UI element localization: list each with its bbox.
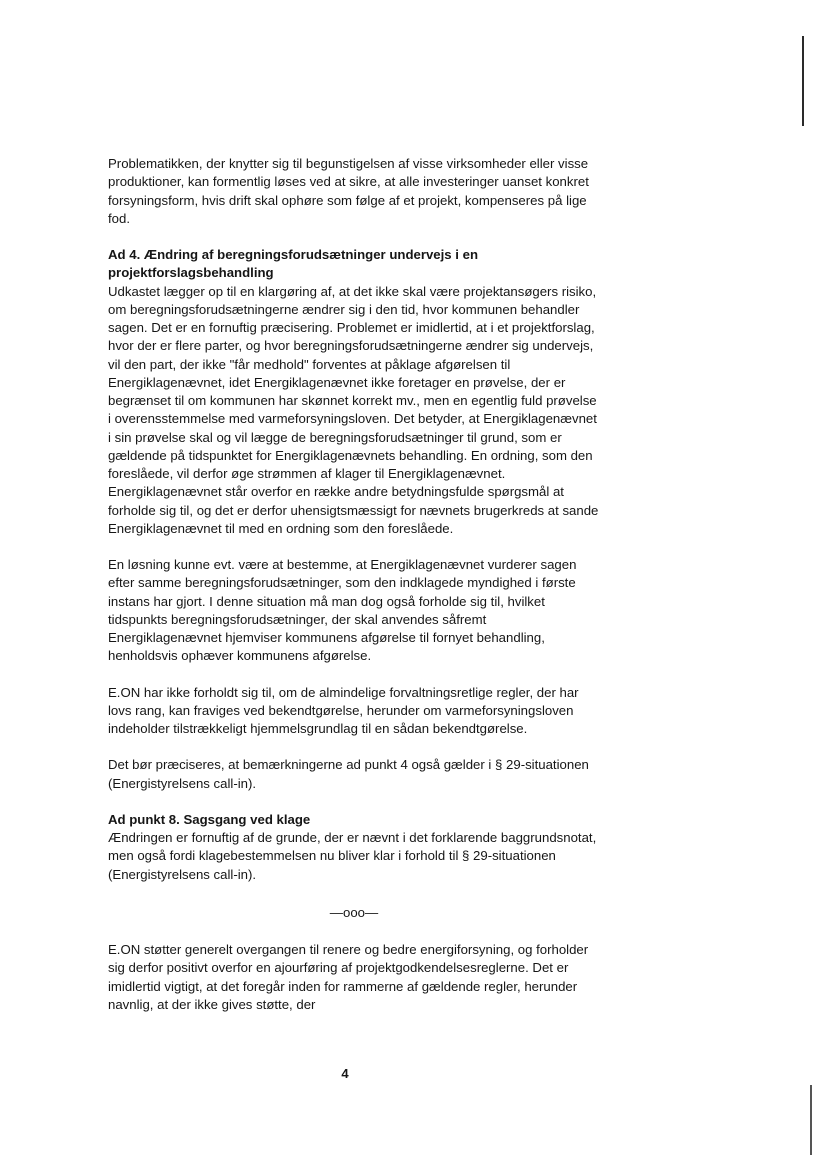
paragraph-spacer [108,666,600,684]
paragraph-spacer [108,793,600,811]
paragraph-compensation: Problematikken, der knytter sig til begunstigelsen af visse virksomheder eller visse produktioner, kan formentlig løses ved at sikre, at alle investeringer uanset konkret forsyningsform, hvis drift skal ophøre som følge af et projekt, kompenseres på lige fod. [108,156,589,226]
scan-edge-line [802,36,804,126]
paragraph-spacer [108,538,600,556]
paragraph-eon-support: E.ON støtter generelt overgangen til renere og bedre energiforsyning, og forholder sig derfor positivt overfor en ajourføring af projektgodkendelsesreglerne. Det er imidlertid vigtigt, at det foregår inden for rammerne af gældende regler, herunder navnlig, at der ikke gives støtte, der [108,942,589,1012]
paragraph-spacer [108,738,600,756]
scan-edge-line-lower [810,1085,812,1155]
paragraph-administrative-rules: E.ON har ikke forholdt sig til, om de almindelige forvaltningsretlige regler, der har lovs rang, kan fraviges ved bekendtgørelse, herunder om varmeforsyningsloven indeholder tilstrækkeligt hjemmelsgrundlag til en sådan bekendtgørelse. [108,684,579,736]
paragraph-calculation-assumptions: Udkastet lægger op til en klargøring af, at det ikke skal være projektansøgers risiko, om beregningsforudsætningerne ændrer sig i den tid, hvor kommunen behandler sagen. Det er en fornuftig præcisering. Problemet er imidlertid, at i et projektforslag, hvor der er flere parter, og hvor beregningsforudsætningerne ændrer sig undervejs, vil den part, der ikke "får medhold" forventes at påklage afgørelsen til Energiklagenævnet, idet Energiklagenævnet ikke foretager en prøvelse, der er begrænset til om kommunen har skønnet korrekt mv., men en egentlig fuld prøvelse i overensstemmelse med varmeforsyningsloven. Det betyder, at Energiklagenævnet i sin prøvelse skal og vil lægge de beregningsforudsætninger til grund, som er gældende på tidspunktet for Energiklagenævnets behandling. En ordning, som den foreslåede, vil derfor øge strømmen af klager til Energiklagenævnet. Energiklagenævnet står overfor en række andre betydningsfulde spørgsmål at forholde sig til, og det er derfor uhensigtsmæssigt for nævnets brugerkreds at sande Energiklagenævnet til med en ordning som den foreslåede. [108,283,599,536]
section-separator: —ooo— [329,904,379,920]
paragraph-section-29: Det bør præciseres, at bemærkningerne ad punkt 4 også gælder i § 29-situationen (Energistyrelsens call-in). [108,757,589,791]
page-number: 4 [341,1066,349,1081]
heading-ad-4: Ad 4. Ændring af beregningsforudsætninger undervejs i en projektforslagsbehandling [108,247,479,281]
paragraph-complaint-procedure: Ændringen er fornuftig af de grunde, der er nævnt i det forklarende baggrundsnotat, men også fordi klagebestemmelsen nu bliver klar i forhold til § 29-situationen (Energistyrelsens call-in). [108,830,597,882]
heading-ad-8: Ad punkt 8. Sagsgang ved klage [108,811,311,827]
paragraph-spacer [108,228,600,246]
document-body [108,155,600,1014]
paragraph-possible-solution: En løsning kunne evt. være at bestemme, at Energiklagenævnet vurderer sagen efter samme beregningsforudsætninger, som den indklagede myndighed i første instans har gjort. I denne situation må man dog også forholde sig til, hvilket tidspunkts beregningsforudsætninger, der skal anvendes såfremt Energiklagenævnet hjemviser kommunens afgørelse til fornyet behandling, henholdsvis ophæver kommunens afgørelse. [108,557,577,664]
